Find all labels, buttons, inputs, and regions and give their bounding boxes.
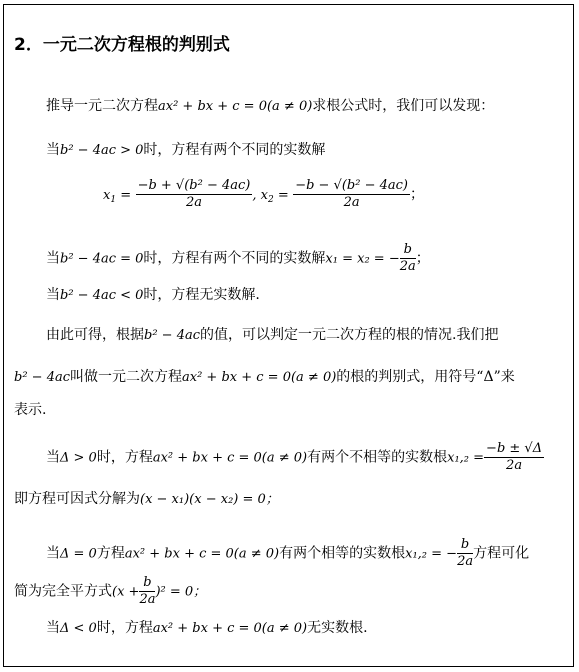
text-line-12: 简为完全平方式(x + $\frac{b}{2a}$ )² = 0； [14,575,207,607]
x1-fraction: $\frac{\text{−b + √(b² − 4ac)}}{2a}$ [137,178,251,210]
general-equation: ax² + bx + c = 0(a ≠ 0) [158,99,313,114]
text-line-2: 当b² − 4ac > 0时，方程有两个不同的实数解 [46,142,326,158]
b-over-2a-fraction: $\frac{b}{2a}$ [139,575,156,607]
text-line-10: 即方程可因式分解为(x − x₁)(x − x₂) = 0； [14,491,279,507]
double-root-fraction: $\frac{b}{2a}$ [457,537,474,569]
section-title: 2．一元二次方程根的判别式 [14,35,230,55]
text-line-11: 当Δ = 0方程ax² + bx + c = 0(a ≠ 0)有两个相等的实数根x₁,₂ = − $\frac{b}{2a}$ 方程可化 [46,537,530,569]
text-line-6: 由此可得，根据b² − 4ac的值，可以判定一元二次方程的根的情况.我们把 [46,327,499,343]
text-line-5: 当b² − 4ac < 0时，方程无实数解. [46,287,260,303]
text-line-1: 推导一元二次方程ax² + bx + c = 0(a ≠ 0)求根公式时，我们可以发现： [46,98,495,114]
minus-b-over-2a: $\frac{b}{2a}$ [399,242,416,274]
text-line-13: 当Δ < 0时，方程ax² + bx + c = 0(a ≠ 0)无实数根. [46,620,368,636]
quadratic-formula: $x_1$ = $\frac{\text{−b + √(b² − 4ac)}}{2a}$ , $x_2$ = $\frac{\text{−b − √(b² − 4ac)}}{2a}$ ； [103,178,424,210]
text-line-7: b² − 4ac叫做一元二次方程ax² + bx + c = 0(a ≠ 0)的根的判别式，用符号“Δ”来 [14,369,515,385]
text-line-9: 当Δ > 0时，方程ax² + bx + c = 0(a ≠ 0)有两个不相等的实数根x₁,₂ = $\frac{-b \pm √\Delta}{2a}$ [46,441,543,473]
text-line-8: 表示. [14,402,47,418]
delta-root-fraction: $\frac{-b \pm √\Delta}{2a}$ [486,441,543,473]
x2-fraction: $\frac{\text{−b − √(b² − 4ac)}}{2a}$ [295,178,408,210]
text-line-4: 当b² − 4ac = 0时，方程有两个不同的实数解x₁ = x₂ = − $\frac{b}{2a}$ ； [46,242,430,274]
